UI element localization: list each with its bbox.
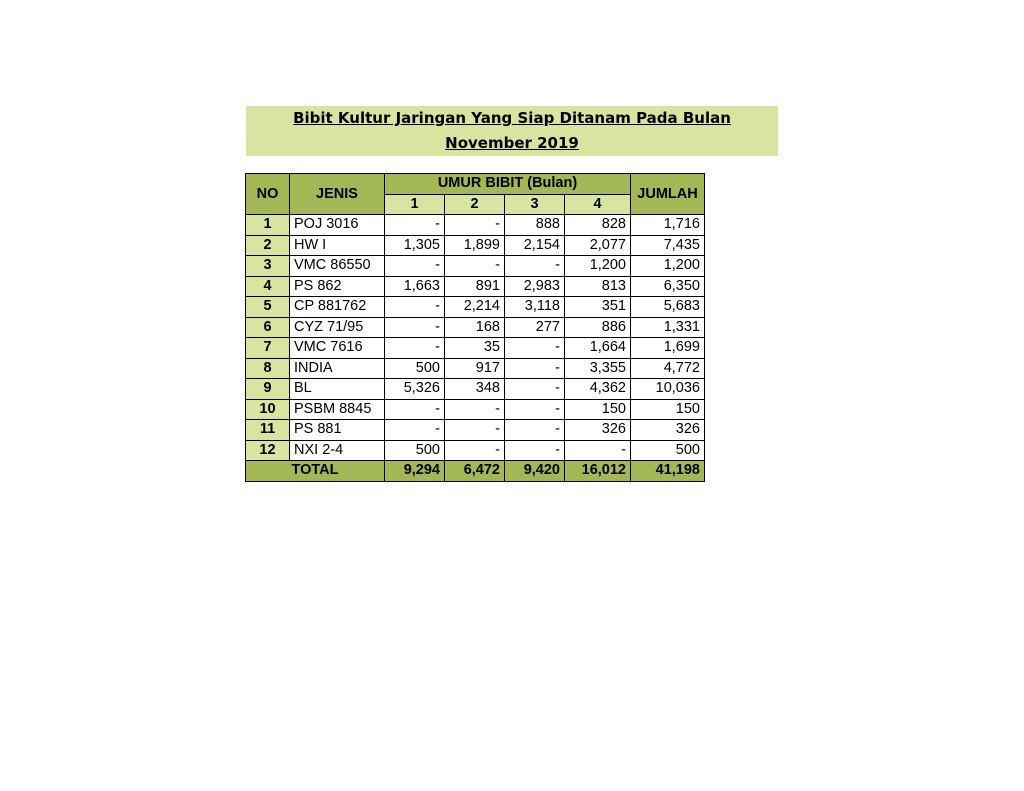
cell-no: 6 (246, 317, 290, 338)
cell-no: 10 (246, 399, 290, 420)
cell-month-2: 168 (445, 317, 505, 338)
cell-no: 1 (246, 215, 290, 236)
cell-month-4: 2,077 (565, 235, 631, 256)
cell-jumlah: 1,699 (631, 338, 705, 359)
report-title-line-2: November 2019 (445, 134, 579, 152)
cell-no: 3 (246, 256, 290, 277)
cell-month-1: 1,663 (385, 276, 445, 297)
cell-month-2: - (445, 420, 505, 441)
cell-jenis: VMC 7616 (290, 338, 385, 359)
cell-month-3: - (505, 399, 565, 420)
cell-month-2: 891 (445, 276, 505, 297)
cell-jumlah: 500 (631, 440, 705, 461)
cell-jenis: POJ 3016 (290, 215, 385, 236)
cell-month-2: 35 (445, 338, 505, 359)
table-row (246, 215, 705, 236)
total-jumlah: 41,198 (631, 461, 705, 482)
cell-jumlah: 6,350 (631, 276, 705, 297)
table-row (246, 256, 705, 277)
header-month-3: 3 (505, 194, 565, 215)
cell-month-1: 500 (385, 358, 445, 379)
table-row (246, 420, 705, 441)
cell-month-1: 1,305 (385, 235, 445, 256)
cell-month-1: - (385, 317, 445, 338)
cell-jumlah: 1,716 (631, 215, 705, 236)
total-row (246, 461, 705, 482)
cell-jumlah: 10,036 (631, 379, 705, 400)
cell-month-2: 348 (445, 379, 505, 400)
cell-month-2: - (445, 215, 505, 236)
cell-no: 11 (246, 420, 290, 441)
header-umur-bibit: UMUR BIBIT (Bulan) (385, 174, 631, 195)
report-title-line-1: Bibit Kultur Jaringan Yang Siap Ditanam Pada Bulan (293, 109, 731, 127)
table-row (246, 317, 705, 338)
cell-month-2: - (445, 256, 505, 277)
cell-month-4: 326 (565, 420, 631, 441)
cell-month-1: 5,326 (385, 379, 445, 400)
seedling-table (245, 173, 705, 482)
cell-no: 9 (246, 379, 290, 400)
total-month-3: 9,420 (505, 461, 565, 482)
cell-jumlah: 7,435 (631, 235, 705, 256)
header-jumlah: JUMLAH (631, 174, 705, 215)
table-row (246, 338, 705, 359)
header-jenis: JENIS (290, 174, 385, 215)
cell-month-4: 1,200 (565, 256, 631, 277)
table-row (246, 297, 705, 318)
cell-month-4: 813 (565, 276, 631, 297)
cell-month-3: 3,118 (505, 297, 565, 318)
cell-jenis: BL (290, 379, 385, 400)
cell-jenis: NXI 2-4 (290, 440, 385, 461)
cell-month-1: 500 (385, 440, 445, 461)
header-no: NO (246, 174, 290, 215)
cell-jenis: PS 862 (290, 276, 385, 297)
table-row (246, 399, 705, 420)
cell-month-1: - (385, 256, 445, 277)
table-row (246, 379, 705, 400)
cell-month-2: 2,214 (445, 297, 505, 318)
cell-month-4: 150 (565, 399, 631, 420)
cell-jumlah: 1,200 (631, 256, 705, 277)
cell-no: 2 (246, 235, 290, 256)
cell-jenis: INDIA (290, 358, 385, 379)
total-month-2: 6,472 (445, 461, 505, 482)
cell-jumlah: 1,331 (631, 317, 705, 338)
cell-no: 12 (246, 440, 290, 461)
cell-month-3: - (505, 338, 565, 359)
cell-month-4: 886 (565, 317, 631, 338)
cell-month-2: 917 (445, 358, 505, 379)
table-row (246, 358, 705, 379)
table-row (246, 440, 705, 461)
total-label: TOTAL (246, 461, 385, 482)
cell-month-3: 277 (505, 317, 565, 338)
cell-month-3: 2,983 (505, 276, 565, 297)
table-row (246, 235, 705, 256)
cell-no: 7 (246, 338, 290, 359)
cell-month-3: - (505, 358, 565, 379)
cell-jenis: VMC 86550 (290, 256, 385, 277)
cell-jumlah: 4,772 (631, 358, 705, 379)
cell-jumlah: 5,683 (631, 297, 705, 318)
header-month-4: 4 (565, 194, 631, 215)
table-row (246, 276, 705, 297)
cell-no: 4 (246, 276, 290, 297)
cell-month-3: - (505, 379, 565, 400)
cell-month-3: - (505, 256, 565, 277)
total-month-1: 9,294 (385, 461, 445, 482)
cell-jenis: HW I (290, 235, 385, 256)
cell-month-1: - (385, 399, 445, 420)
cell-no: 8 (246, 358, 290, 379)
cell-month-3: - (505, 440, 565, 461)
total-month-4: 16,012 (565, 461, 631, 482)
header-month-1: 1 (385, 194, 445, 215)
cell-month-3: - (505, 420, 565, 441)
cell-month-4: 351 (565, 297, 631, 318)
cell-month-1: - (385, 215, 445, 236)
cell-jumlah: 326 (631, 420, 705, 441)
cell-month-3: 888 (505, 215, 565, 236)
cell-jenis: PSBM 8845 (290, 399, 385, 420)
cell-month-1: - (385, 338, 445, 359)
cell-month-4: 3,355 (565, 358, 631, 379)
header-month-2: 2 (445, 194, 505, 215)
cell-jenis: PS 881 (290, 420, 385, 441)
cell-jenis: CYZ 71/95 (290, 317, 385, 338)
cell-jenis: CP 881762 (290, 297, 385, 318)
cell-month-2: - (445, 440, 505, 461)
cell-month-1: - (385, 420, 445, 441)
cell-month-4: 828 (565, 215, 631, 236)
report-title-box (246, 106, 778, 156)
cell-month-4: - (565, 440, 631, 461)
cell-month-4: 4,362 (565, 379, 631, 400)
table-body (246, 215, 705, 461)
cell-month-3: 2,154 (505, 235, 565, 256)
cell-month-1: - (385, 297, 445, 318)
cell-month-2: - (445, 399, 505, 420)
cell-jumlah: 150 (631, 399, 705, 420)
cell-no: 5 (246, 297, 290, 318)
cell-month-4: 1,664 (565, 338, 631, 359)
cell-month-2: 1,899 (445, 235, 505, 256)
